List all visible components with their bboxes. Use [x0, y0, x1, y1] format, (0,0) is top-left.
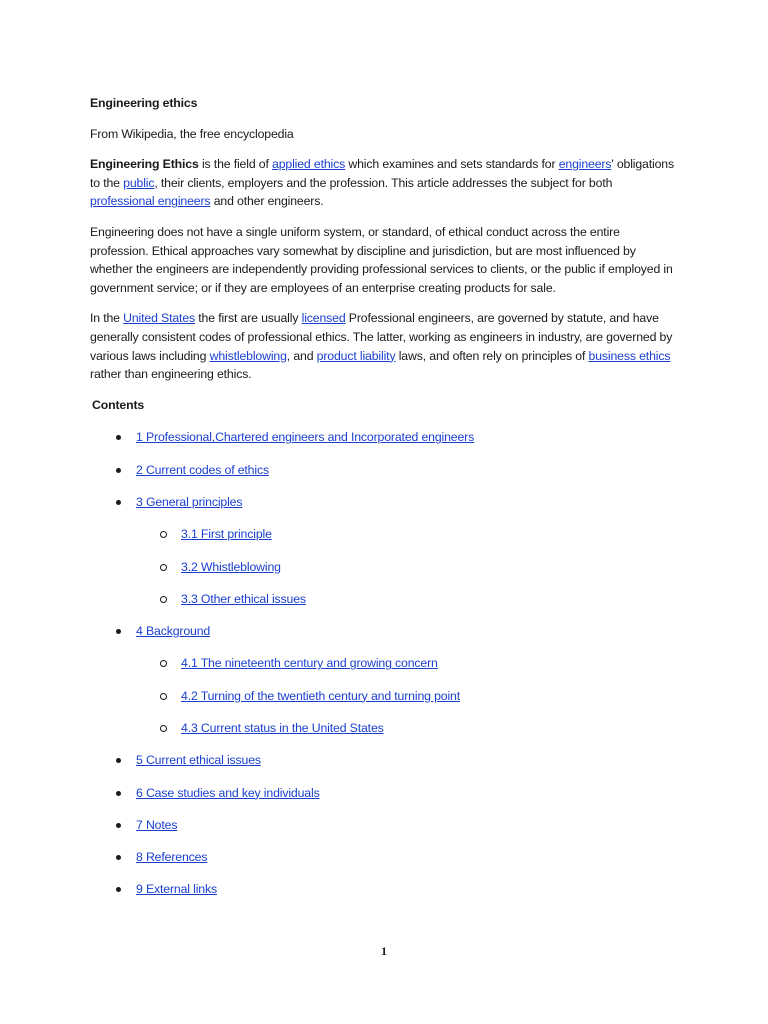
toc-item — [90, 816, 678, 848]
toc-link[interactable]: 7 Notes — [136, 817, 178, 832]
link-product-liability[interactable]: product liability — [316, 348, 396, 363]
bullet-icon — [116, 500, 121, 505]
toc-link[interactable]: 2 Current codes of ethics — [136, 462, 269, 477]
bullet-icon — [116, 823, 121, 828]
toc-link[interactable]: 3 General principles — [136, 494, 243, 509]
text-run: which examines and sets standards for — [345, 157, 559, 172]
toc-link[interactable]: 3.1 First principle — [181, 527, 272, 542]
toc-link[interactable]: 6 Case studies and key individuals — [136, 785, 320, 800]
toc-item — [90, 493, 678, 525]
bullet-icon — [116, 791, 121, 796]
paragraph-3 — [90, 309, 678, 383]
toc-link[interactable]: 8 References — [136, 850, 208, 865]
link-public[interactable]: public — [123, 175, 155, 190]
circle-bullet-icon — [160, 693, 167, 700]
toc-subitem — [90, 719, 678, 751]
text-run: ' obligations to the — [90, 157, 674, 190]
link-whistleblowing[interactable]: whistleblowing — [209, 348, 287, 363]
circle-bullet-icon — [160, 531, 167, 538]
toc-item — [90, 751, 678, 783]
link-applied-ethics[interactable]: applied ethics — [272, 157, 346, 172]
bullet-icon — [116, 758, 121, 763]
link-engineers[interactable]: engineers — [558, 157, 612, 172]
circle-bullet-icon — [160, 596, 167, 603]
bullet-icon — [116, 629, 121, 634]
paragraph-2: Engineering does not have a single uniform system, or standard, of ethical conduct across the entire profession. Ethical approaches vary somewhat by discipline and jurisdiction, but are most influenced by whether the engineers are independently providing professional services to clients, or the public if employed in government service; or if they are employees of an enterprise creating products for sale. — [90, 224, 673, 295]
toc-link[interactable]: 4.1 The nineteenth century and growing concern — [181, 656, 438, 671]
toc-link[interactable]: 1 Professional,Chartered engineers and Incorporated engineers — [136, 430, 475, 445]
toc-link[interactable]: 5 Current ethical issues — [136, 753, 261, 768]
toc-subitem — [90, 558, 678, 590]
table-of-contents — [90, 428, 678, 912]
contents-heading: Contents — [92, 397, 145, 412]
text-run: is the field of — [198, 157, 273, 172]
circle-bullet-icon — [160, 564, 167, 571]
toc-subitem — [90, 687, 678, 719]
link-professional-engineers[interactable]: professional engineers — [90, 194, 211, 209]
text-run: laws, and often rely on principles of — [395, 348, 589, 363]
text-run: , their clients, employers and the profession. This article addresses the subject for both — [154, 175, 613, 190]
toc-link[interactable]: 4 Background — [136, 624, 211, 639]
text-run: rather than engineering ethics. — [90, 367, 252, 382]
link-licensed[interactable]: licensed — [301, 311, 346, 326]
bold-term: Engineering Ethics — [90, 157, 199, 172]
toc-link[interactable]: 3.3 Other ethical issues — [181, 591, 306, 606]
article-subtitle: From Wikipedia, the free encyclopedia — [90, 126, 294, 141]
circle-bullet-icon — [160, 725, 167, 732]
intro-paragraph — [90, 155, 678, 211]
toc-link[interactable]: 4.3 Current status in the United States — [181, 720, 384, 735]
toc-subitem — [90, 654, 678, 686]
bullet-icon — [116, 468, 121, 473]
toc-item — [90, 428, 678, 460]
article-title: Engineering ethics — [90, 96, 198, 110]
toc-item — [90, 880, 678, 912]
toc-link[interactable]: 3.2 Whistleblowing — [181, 559, 281, 574]
text-run: , and — [286, 348, 317, 363]
page-number: 1 — [381, 944, 387, 958]
toc-item — [90, 461, 678, 493]
bullet-icon — [116, 855, 121, 860]
toc-link[interactable]: 4.2 Turning of the twentieth century and turning point — [181, 688, 461, 703]
toc-subitem — [90, 525, 678, 557]
circle-bullet-icon — [160, 660, 167, 667]
text-run: the first are usually — [195, 311, 302, 326]
bullet-icon — [116, 435, 121, 440]
text-run: In the — [90, 311, 124, 326]
toc-item — [90, 622, 678, 654]
link-united-states[interactable]: United States — [123, 311, 196, 326]
toc-item — [90, 848, 678, 880]
text-run: and other engineers. — [210, 194, 324, 209]
toc-item — [90, 784, 678, 816]
text-run: Professional engineers, are governed by statute, and have generally consistent codes of professional ethics. The latter, working as engineers in industry, are governed by various laws including — [90, 311, 673, 363]
bullet-icon — [116, 887, 121, 892]
toc-link[interactable]: 9 External links — [136, 882, 217, 897]
toc-subitem — [90, 590, 678, 622]
link-business-ethics[interactable]: business ethics — [588, 348, 671, 363]
